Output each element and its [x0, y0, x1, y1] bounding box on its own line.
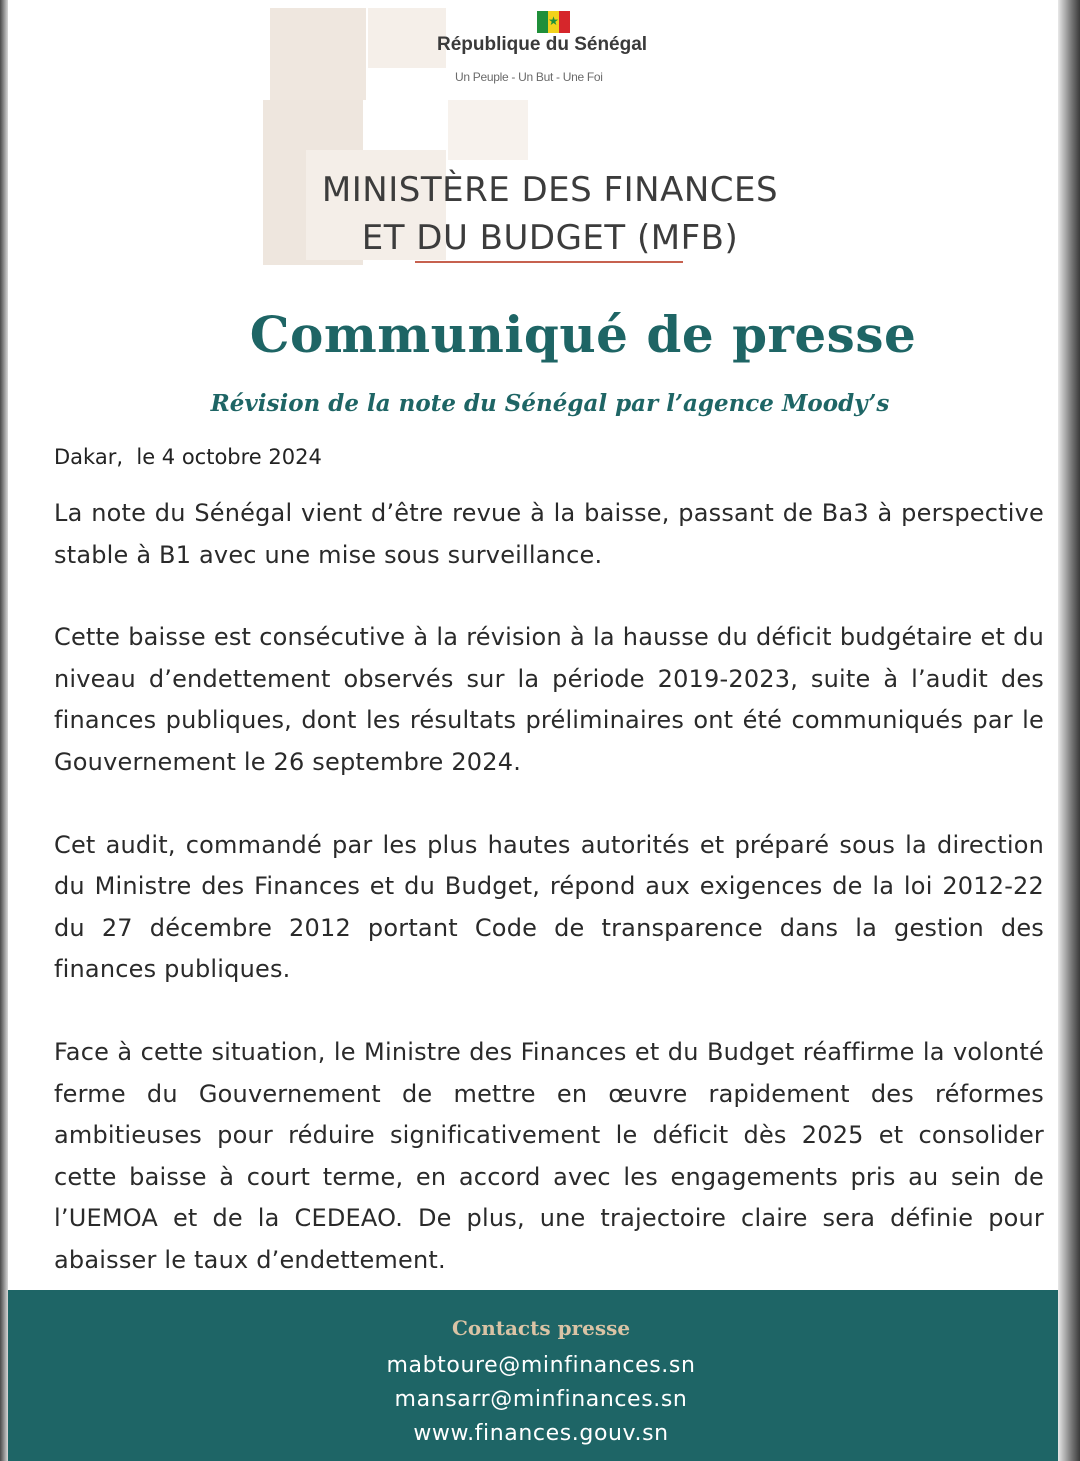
body-paragraph-3: Cet audit, commandé par les plus hautes autorités et préparé sous la direction du Ministre des Finances et du Budget, répond aux exigences de la loi 2012-22 du 27 décembre 2012 portant Code de transparence dans la gestion des finances publiques.	[54, 830, 1044, 984]
ministry-name-line2: ET DU BUDGET (MFB)	[361, 218, 739, 258]
contact-email-1[interactable]: mabtoure@minfinances.sn	[386, 1353, 696, 1378]
national-motto: Un Peuple - Un But - Une Foi	[455, 70, 603, 84]
senegal-flag-icon	[537, 11, 570, 33]
press-release-body	[54, 493, 1044, 1323]
decorative-square	[448, 100, 528, 160]
flag-star-icon: ★	[548, 14, 559, 28]
flag-yellow-stripe	[548, 11, 559, 33]
website-link[interactable]: www.finances.gouv.sn	[413, 1421, 669, 1446]
press-release-title: Communiqué de presse	[249, 305, 917, 364]
country-name: République du Sénégal	[437, 34, 648, 55]
decorative-square	[368, 8, 446, 68]
decorative-square	[270, 8, 366, 100]
flag-red-stripe	[559, 11, 570, 33]
contact-email-2[interactable]: mansarr@minfinances.sn	[394, 1387, 688, 1412]
photo-edge-left	[0, 0, 8, 1461]
body-paragraph-1: La note du Sénégal vient d’être revue à la baisse, passant de Ba3 à perspective stable à B1 avec une mise sous surveillance.	[54, 499, 1044, 569]
ministry-name-line1: MINISTÈRE DES FINANCES	[321, 170, 779, 210]
press-contacts-footer	[8, 1290, 1058, 1461]
body-paragraph-2: Cette baisse est consécutive à la révision à la hausse du déficit budgétaire et du niveau d’endettement observés sur la période 2019-2023, suite à l’audit des finances publiques, dont les résultats préliminaires ont été communiqués par le Gouvernement le 26 septembre 2024.	[54, 623, 1044, 776]
contacts-title: Contacts presse	[451, 1316, 631, 1340]
ministry-name	[280, 166, 820, 262]
flag-green-stripe	[537, 11, 548, 33]
dateline: Dakar, le 4 octobre 2024	[54, 445, 322, 469]
press-release-subtitle: Révision de la note du Sénégal par l’agence Moody’s	[210, 390, 890, 417]
ministry-underline	[415, 261, 683, 263]
photo-edge-right	[1058, 0, 1080, 1461]
body-paragraph-4: Face à cette situation, le Ministre des Finances et du Budget réaffirme la volonté ferme du Gouvernement de mettre en œuvre rapidement des réformes ambitieuses pour réduire significativement le déficit dès 2025 et consolider cette baisse à court terme, en accord avec les engagements pris au sein de l’UEMOA et de la CEDEAO. De plus, une trajectoire claire sera définie pour abaisser le taux d’endettement.	[54, 1037, 1044, 1274]
